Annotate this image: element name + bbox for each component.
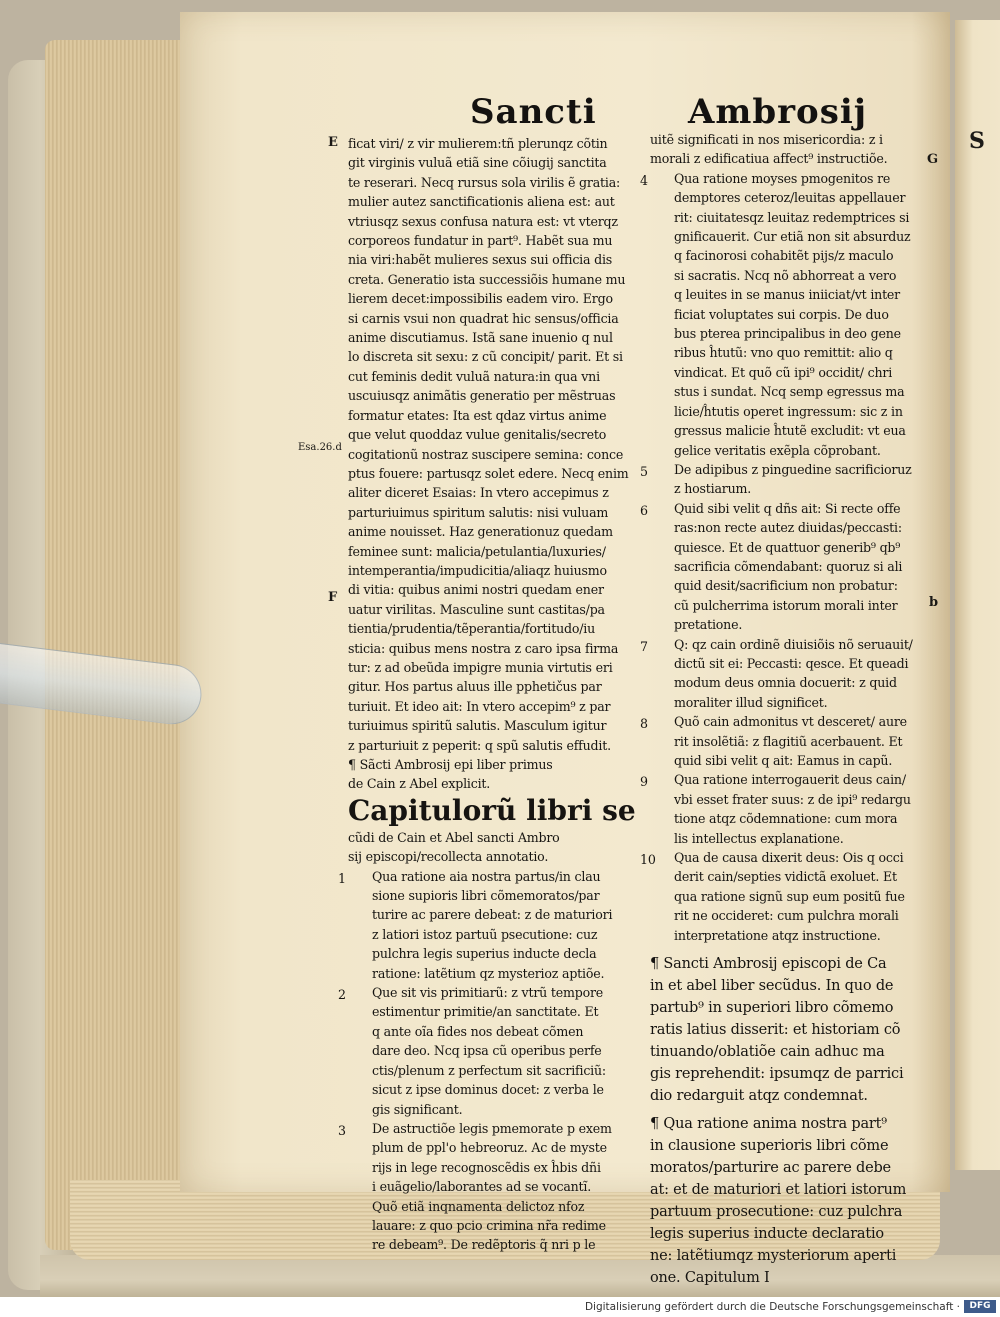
chapter-number: 8	[640, 716, 648, 732]
chapter-line: dare deo. Ncq ipsa cũ operibus perfe	[372, 1043, 602, 1059]
text-line: di vitia: quibus animi nostri quedam ener	[348, 582, 604, 598]
text-line: cogitationũ nostraz suscipere semina: conce	[348, 446, 624, 462]
text-line: ficat viri/ z vir mulierem:tñ plerunqz cõtin	[348, 136, 608, 151]
chapter-line: Qua ratione moyses pmogenitos re	[674, 170, 891, 186]
chapter-one-line: ¶ Qua ratione anima nostra part⁹	[650, 1116, 887, 1133]
chapter-line: lauare: z quo pcio crimina nr̃a redime	[372, 1217, 606, 1233]
chapter-one-line: moratos/parturire ac parere debe	[650, 1160, 891, 1177]
chapter-line: rit: ciuitatesqz leuitaz redemptrices si	[674, 209, 910, 225]
chapter-line: gelice veritatis exẽpla cõprobant.	[674, 442, 881, 458]
chapter-line: estimentur primitie/an sanctitate. Et	[372, 1004, 599, 1020]
text-line: aliter diceret Esaias: In vtero accepimus z	[348, 485, 609, 501]
text-line: creta. Generatio ista successiõis humane mu	[348, 271, 626, 287]
text-line: mulier autez sanctificationis aliena est: aut	[348, 194, 615, 210]
chapter-line: gnificauerit. Cur etiã non sit absurduz	[674, 229, 911, 245]
text-line: de Cain z Abel explicit.	[348, 776, 491, 792]
text-line: nia viri:habẽt mulieres sexus sui officia dis	[348, 252, 613, 268]
left-text-column	[338, 134, 638, 1255]
margin-reference: Esa.26.d	[298, 442, 342, 453]
chapter-entry	[640, 770, 940, 848]
chapter-line: tione atqz cõdemnatione: cum mora	[674, 811, 898, 827]
chapter-line: ras:non recte autez diuidas/peccasti:	[674, 520, 902, 536]
text-line: vtriusqz sexus confusa natura est: vt vterqz	[348, 213, 618, 229]
chapter-line: moraliter illud significet.	[674, 694, 828, 710]
chapter-number: 2	[338, 987, 346, 1003]
chapter-one-line: legis superius inducte declaratio	[650, 1226, 884, 1243]
chapter-subheading-line: sij episcopi/recollecta annotatio.	[348, 849, 549, 865]
chapter-line: Qua ratione aia nostra partus/in clau	[372, 868, 601, 884]
facing-page-mark: S	[969, 128, 985, 154]
chapter-entry	[640, 635, 940, 713]
dfg-logo: DFG	[964, 1300, 996, 1313]
text-line: uscuiusqz animãtis generatio per mẽstruas	[348, 388, 616, 404]
chapter-entry	[640, 499, 940, 635]
chapter-line: gressus malicie ĥtutẽ excludit: vt eua	[674, 423, 906, 439]
chapter-line: vindicat. Et quõ cũ ipi⁹ occidit/ chri	[674, 364, 893, 380]
chapter-line: quid sibi velit q ait: Eamus in capũ.	[674, 753, 893, 768]
chapter-line: z latiori istoz partuũ psecutione: cuz	[372, 926, 598, 942]
chapter-line: qua ratione signũ sup eum positũ fue	[674, 888, 905, 904]
chapter-line: ratione: latẽtium qz mysterioz aptiõe.	[372, 965, 605, 981]
margin-letter-f: F	[328, 590, 338, 605]
right-text-column	[640, 130, 940, 1289]
book-two-title-line: ¶ Sancti Ambrosij episcopi de Ca	[650, 956, 887, 973]
margin-letter-e: E	[328, 135, 338, 150]
chapter-entry	[338, 983, 638, 1119]
book-two-title-line: gis reprehendit: ipsumqz de parrici	[650, 1066, 904, 1083]
book-two-title-line: dio redarguit atqz condemnat.	[650, 1088, 868, 1105]
chapter-line: q ante oĩa fides nos debeat cõmen	[372, 1023, 584, 1039]
chapter-entry	[338, 1119, 638, 1255]
chapter-line: Q: qz cain ordinẽ diuisiõis nõ seruauit/	[674, 636, 913, 652]
chapter-line: rijs in lege recognoscẽdis ex ĥbis dñi	[372, 1159, 601, 1175]
chapter-line: modum deus omnia docuerit: z quid	[674, 675, 897, 691]
text-line: anime nouisset. Haz generationuz quedam	[348, 524, 613, 540]
chapter-line: Qua de causa dixerit deus: Ois q occi	[674, 850, 904, 866]
chapter-number: 4	[640, 172, 648, 188]
text-line: gitur. Hos partus aluus ille pphetičus par	[348, 679, 602, 695]
chapter-line: gis significant.	[372, 1101, 463, 1117]
text-line: cut feminis dedit vuluã natura:in qua vni	[348, 368, 600, 384]
chapter-entry	[640, 712, 940, 770]
chapter-line: plum de ppl'o hebreoruz. Ac de myste	[372, 1140, 607, 1156]
chapter-line: re debeam⁹. De redẽptoris q̃ nri p le	[372, 1237, 596, 1253]
text-line: turiuit. Et ideo ait: In vtero accepim⁹ z par	[348, 698, 611, 714]
chapter-line: rit insolẽtiã: z flagitiũ acerbauent. Et	[674, 733, 903, 749]
chapter-line: dictũ sit ei: Peccasti: qesce. Et queadi	[674, 655, 909, 671]
chapter-line: ctis/plenum z perfectum sit sacrificiũ:	[372, 1062, 606, 1078]
chapter-number: 7	[640, 638, 648, 654]
chapter-number: 10	[640, 852, 656, 868]
text-line: ¶ Sãcti Ambrosij epi liber primus	[348, 757, 553, 772]
footer-credit: Digitalisierung gefördert durch die Deutsche Forschungsgemeinschaft ·	[584, 1301, 960, 1313]
margin-letter-b: b	[929, 595, 939, 610]
chapter-subheading-line: cũdi de Cain et Abel sancti Ambro	[348, 829, 560, 845]
chapter-line: pretatione.	[674, 617, 743, 633]
chapter-line: rit ne occideret: cum pulchra morali	[674, 908, 899, 924]
text-line: morali z edificatiua affect⁹ instructiõe.	[650, 151, 888, 167]
chapter-line: q leuites in se manus iniiciat/vt inter	[674, 287, 901, 303]
running-head-left: Sancti	[470, 92, 597, 132]
chapter-line: derit cain/septies vidictã exoluet. Et	[674, 869, 897, 885]
chapter-line: bus pterea principalibus in deo gene	[674, 326, 901, 342]
chapter-line: licie/ĥtutis operet ingressum: sic z in	[674, 403, 903, 419]
chapter-number: 9	[640, 774, 648, 790]
chapter-line: si sacratis. Ncq nõ abhorreat a vero	[674, 267, 897, 283]
chapter-number: 5	[640, 463, 648, 479]
chapter-one-line: ne: latẽtiumqz mysteriorum aperti	[650, 1248, 897, 1265]
chapter-entry	[640, 169, 940, 460]
chapter-number: 3	[338, 1122, 346, 1138]
chapter-one-line: at: et de maturiori et latiori istorum	[650, 1182, 907, 1199]
chapter-line: quid desit/sacrificium non probatur:	[674, 578, 898, 594]
text-line: tur: z ad obeũda impigre munia virtutis eri	[348, 659, 613, 675]
text-line: ptus fouere: partusqz solet edere. Necq enim	[348, 465, 629, 481]
chapter-line: ficiat voluptates sui corpis. De duo	[674, 306, 889, 322]
book-two-title-line: in et abel liber secũdus. In quo de	[650, 978, 894, 995]
text-line: anime discutiamus. Istã sane inuenio q nul	[348, 330, 613, 346]
margin-letter-g: G	[927, 152, 939, 167]
chapter-line: Quõ etiã inqnamenta delictoz nfoz	[372, 1198, 585, 1214]
chapter-entry	[640, 460, 940, 499]
text-line: uatur virilitas. Masculine sunt castitas/pa	[348, 601, 605, 617]
chapter-line: Quid sibi velit q dñs ait: Si recte offe	[674, 500, 901, 516]
chapter-line: cũ pulcherrima istorum morali inter	[674, 597, 898, 613]
text-line: corporeos fundatur in part⁹. Habẽt sua mu	[348, 233, 613, 249]
main-page	[180, 12, 950, 1287]
facing-page	[955, 20, 1000, 1170]
text-line: git virginis vuluã etiã sine cõiugij sanctita	[348, 155, 607, 171]
chapter-line: De astructiõe legis pmemorate p exem	[372, 1120, 612, 1136]
chapter-line: interpretatione atqz instructione.	[674, 927, 881, 943]
chapter-line: sicut z ipse dominus docet: z verba le	[372, 1082, 604, 1098]
text-line: que velut quoddaz vulue genitalis/secreto	[348, 427, 607, 443]
text-line: te reserari. Necq rursus sola virilis ẽ gratia:	[348, 174, 621, 190]
text-line: parturiuimus spiritum salutis: nisi vuluam	[348, 504, 609, 520]
chapter-line: demptores ceteroz/leuitas appellauer	[674, 190, 906, 206]
chapter-line: sione supioris libri cõmemoratos/par	[372, 888, 600, 904]
footer-bar	[0, 1297, 1000, 1317]
chapter-line: sacrificia cõmendabant: quoruz si ali	[674, 558, 903, 574]
text-line: feminee sunt: malicia/petulantia/luxuries/	[348, 543, 606, 559]
chapter-line: Que sit vis primitiarũ: z vtrũ tempore	[372, 985, 604, 1001]
chapter-line: Qua ratione interrogauerit deus cain/	[674, 772, 906, 788]
text-line: lo discreta sit sexu: z cũ concipit/ parit. Et si	[348, 349, 623, 365]
chapter-heading: Capitulorũ libri se	[348, 793, 636, 827]
chapter-line: vbi esset frater suus: z de ipi⁹ redargu	[674, 791, 911, 807]
text-line: uitẽ significati in nos misericordia: z i	[650, 132, 883, 147]
chapter-entry	[640, 848, 940, 945]
chapter-line: pulchra legis superius inducte decla	[372, 946, 597, 962]
chapter-line: i euãgelio/laborantes ad se vocantĩ.	[372, 1179, 592, 1195]
running-head-right: Ambrosij	[688, 92, 868, 132]
text-line: tientia/prudentia/tẽperantia/fortitudo/iu	[348, 621, 596, 637]
chapter-line: turire ac parere debeat: z de maturiori	[372, 907, 613, 923]
chapter-number: 1	[338, 870, 346, 886]
text-line: z parturiuit z peperit: q spũ salutis effudit.	[348, 737, 611, 753]
chapter-line: ribus ĥtutũ: vno quo remittit: alio q	[674, 345, 893, 361]
text-line: formatur etates: Ita est qdaz virtus anime	[348, 407, 607, 423]
book-two-title-line: tinuando/oblatiõe cain adhuc ma	[650, 1044, 885, 1061]
text-line: sticia: quibus mens nostra z caro ipsa firma	[348, 640, 619, 656]
text-line: turiuimus spiritũ salutis. Masculum igitur	[348, 718, 607, 734]
chapter-one-line: in clausione superioris libri cõme	[650, 1138, 889, 1155]
book-two-title-line: ratis latius disserit: et historiam cõ	[650, 1022, 901, 1039]
chapter-line: quiesce. Et de quattuor generib⁹ qb⁹	[674, 539, 901, 555]
spacer	[650, 945, 940, 953]
chapter-line: De adipibus z pinguedine sacrificioruz	[674, 461, 912, 477]
text-line: lierem decet:impossibilis eadem viro. Ergo	[348, 291, 613, 307]
chapter-entry	[338, 867, 638, 983]
text-line: intemperantia/impudicitia/aliaqz huiusmo	[348, 562, 607, 578]
chapter-number: 6	[640, 502, 648, 518]
chapter-one-line: partuum prosecutione: cuz pulchra	[650, 1204, 903, 1221]
chapter-line: stus i sundat. Ncq semp egressus ma	[674, 384, 905, 400]
chapter-line: lis intellectus explanatione.	[674, 830, 844, 846]
chapter-one-line: one. Capitulum I	[650, 1270, 770, 1287]
chapter-line: z hostiarum.	[674, 481, 752, 497]
chapter-line: Quõ cain admonitus vt desceret/ aure	[674, 714, 907, 730]
chapter-line: q facinorosi cohabitẽt pijs/z maculo	[674, 248, 894, 264]
book-two-title-line: partub⁹ in superiori libro cõmemo	[650, 1000, 894, 1017]
text-line: si carnis vsui non quadrat hic sensus/officia	[348, 310, 619, 326]
